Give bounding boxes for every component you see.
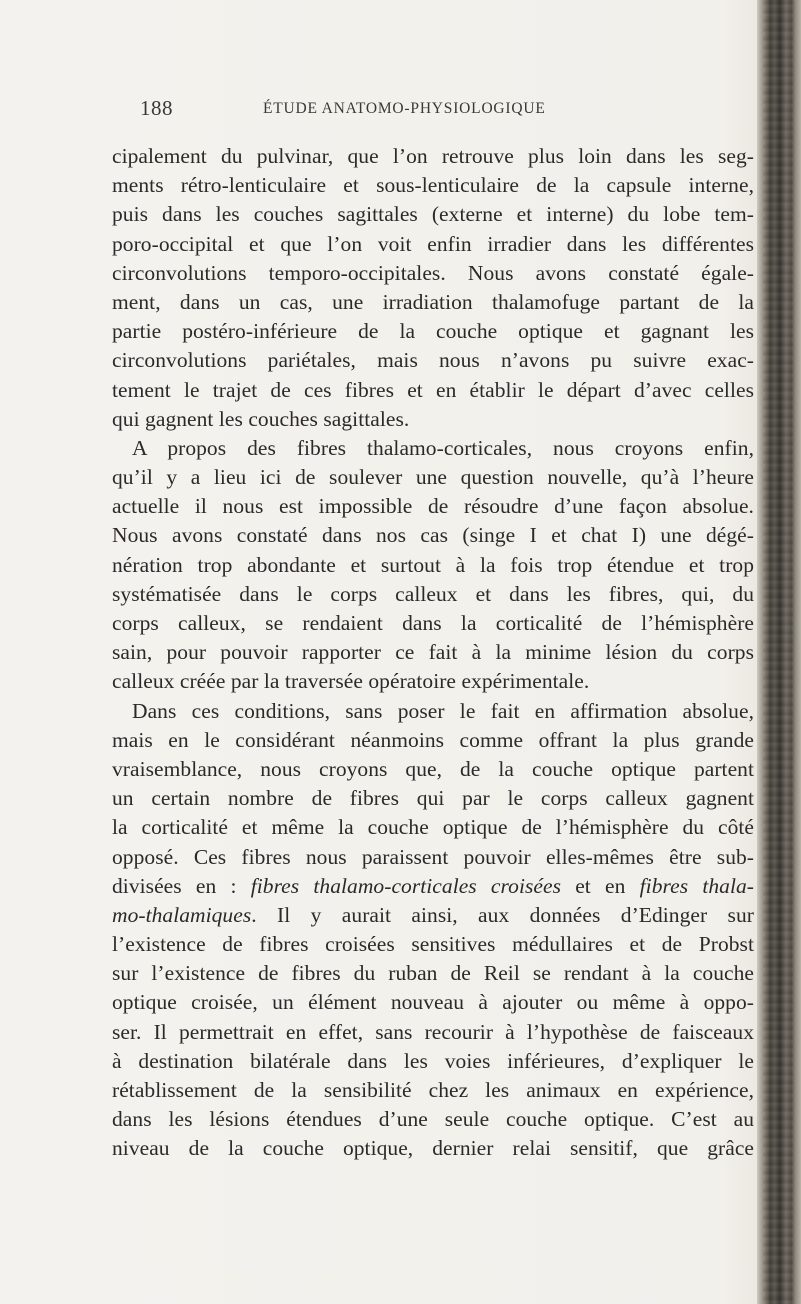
paragraph-start-line: A propos des fibres thalamo-corticales, nous croyons enfin, — [132, 435, 754, 460]
text-line: Nous avons constaté dans nos cas (singe I et chat I) une dégé- — [112, 523, 754, 548]
text-line: optique croisée, un élément nouveau à ajouter ou même à oppo- — [112, 990, 754, 1015]
text-line: ser. Il permettrait en effet, sans recourir à l’hypothèse de faisceaux — [112, 1019, 754, 1044]
text-line: sur l’existence de fibres du ruban de Reil se rendant à la couche — [112, 961, 754, 986]
running-title: ÉTUDE ANATOMO-PHYSIOLOGIQUE — [263, 100, 546, 117]
book-binding-edge — [757, 0, 801, 1304]
paragraph-start-line: Dans ces conditions, sans poser le fait en affirmation absolue, — [132, 698, 754, 723]
text-line: l’existence de fibres croisées sensitives médullaires et de Probst — [112, 932, 754, 957]
text-line: la corticalité et même la couche optique de l’hémisphère du côté — [112, 815, 754, 840]
text-line: ment, dans un cas, une irradiation thalamofuge partant de la — [112, 289, 754, 314]
text-line: corps calleux, se rendaient dans la corticalité de l’hémisphère — [112, 611, 754, 635]
text-line: nération trop abondante et surtout à la fois trop étendue et trop — [112, 552, 754, 577]
text-line: à destination bilatérale dans les voies inférieures, d’expliquer le — [112, 1048, 754, 1073]
text-line: dans les lésions étendues d’une seule couche optique. C’est au — [112, 1107, 754, 1132]
text-line: qui gagnent les couches sagittales. — [112, 406, 410, 431]
italic-term: mo-thalamiques — [112, 902, 252, 927]
text-segment: et en — [561, 873, 640, 898]
text-line: partie postéro-inférieure de la couche optique et gagnant les — [112, 319, 754, 344]
text-line: poro-occipital et que l’on voit enfin irradier dans les différentes — [112, 231, 754, 256]
text-segment: divisées en : — [112, 873, 251, 898]
text-line: systématisée dans le corps calleux et dans les fibres, qui, du — [112, 581, 754, 606]
text-line: un certain nombre de fibres qui par le corps calleux gagnent — [112, 786, 754, 811]
text-line: cipalement du pulvinar, que l’on retrouve plus loin dans les seg- — [112, 144, 754, 168]
italic-term: fibres thalamo-corticales croisées — [250, 873, 561, 898]
text-line: rétablissement de la sensibilité chez les animaux en expérience, — [112, 1078, 754, 1102]
text-line: qu’il y a lieu ici de soulever une question nouvelle, qu’à l’heure — [112, 465, 754, 490]
text-line: circonvolutions temporo-occipitales. Nous avons constaté égale- — [112, 260, 754, 285]
text-segment: . Il y aurait ainsi, aux données d’Edinger sur — [251, 902, 754, 927]
text-line: actuelle il nous est impossible de résoudre d’une façon absolue. — [112, 494, 754, 519]
text-line: opposé. Ces fibres nous paraissent pouvoir elles-mêmes être sub- — [112, 844, 754, 869]
italic-term: fibres thala- — [639, 873, 754, 898]
text-line-with-italics — [112, 872, 754, 901]
text-line: sain, pour pouvoir rapporter ce fait à la minime lésion du corps — [112, 640, 754, 665]
body-text — [112, 142, 754, 1164]
text-line: tement le trajet de ces fibres et en établir le départ d’avec celles — [112, 377, 754, 402]
text-line: ments rétro-lenticulaire et sous-lenticulaire de la capsule interne, — [112, 173, 754, 198]
text-line: circonvolutions pariétales, mais nous n’avons pu suivre exac- — [112, 348, 754, 373]
text-line: puis dans les couches sagittales (externe et interne) du lobe tem- — [112, 202, 754, 227]
text-line-with-italics — [112, 901, 754, 930]
text-line: calleux créée par la traversée opératoire expérimentale. — [112, 669, 590, 694]
text-line: mais en le considérant néanmoins comme offrant la plus grande — [112, 727, 754, 752]
text-line: vraisemblance, nous croyons que, de la couche optique partent — [112, 756, 754, 781]
text-line: niveau de la couche optique, dernier relai sensitif, que grâce — [112, 1136, 754, 1161]
page-number: 188 — [140, 96, 173, 120]
